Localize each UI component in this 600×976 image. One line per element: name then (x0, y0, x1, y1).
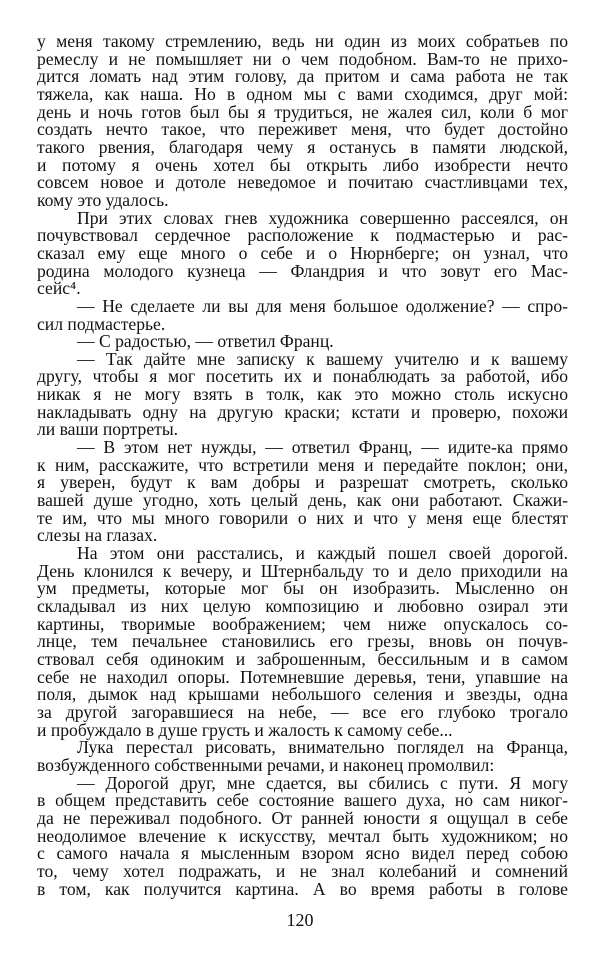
text-line: День клонился к вечеру, и Штернбальду то и дело приходили на (37, 560, 568, 581)
text-line: сил подмастерье. (37, 313, 166, 334)
text-line: почувствовал сердечное расположение к подмастерью и рас- (37, 225, 568, 246)
text-line: себе не находил опоры. Потемневшие деревья, тени, упавшие на (37, 666, 568, 687)
text-line: создать нечто такое, что переживет меня, что будет достойно (37, 119, 568, 140)
text-line: день и ночь готов был бы я трудиться, не жалея сил, коли б мог (37, 101, 568, 122)
text-line: такого рвения, благодаря чему я останусь в памяти людской, (37, 136, 568, 157)
text-line: вашей душе угодно, хоть целый день, как они работают. Скажи- (37, 490, 568, 511)
text-line: кому это удалось. (37, 189, 169, 210)
page-number: 120 (286, 910, 314, 930)
body-text (37, 33, 568, 898)
text-line: и потому я очень хотел бы открыть либо изобрести нечто (37, 154, 568, 175)
text-line: При этих словах гнев художника совершенно рассеялся, он (77, 207, 568, 228)
text-line: — Так дайте мне записку к вашему учителю и к вашему (77, 348, 568, 369)
text-line: Лука перестал рисовать, внимательно поглядел на Франца, (77, 737, 568, 758)
text-line: родина молодого кузнеца — Фландрия и что зовут его Мас- (37, 260, 568, 281)
text-line: тяжела, как наша. Но в одном мы с вами сходимся, друг мой: (37, 83, 568, 104)
text-line: — Не сделаете ли вы для меня большое одолжение? — спро- (77, 295, 568, 316)
text-line: — Дорогой друг, мне сдается, вы сбились с пути. Я могу (77, 772, 568, 793)
text-line: складывал из них целую композицию и любовно озирал эти (37, 596, 568, 616)
text-line: в том, как получится картина. А во время работы в голове (37, 878, 568, 899)
text-line: с самого начала я мысленным взором ясно видел перед собою (37, 843, 568, 864)
text-line: никак я не могу взять в толк, как это можно столь искусно (37, 384, 568, 405)
text-line: дится ломать над этим голову, да притом и сама работа не так (37, 66, 568, 87)
text-line: На этом они расстались, и каждый пошел своей дорогой. (77, 543, 568, 564)
text-line: те им, что мы много говорили о них и что у меня еще блестят (37, 507, 568, 528)
text-line: и пробуждало в душе грусть и жалость к самому себе... (37, 719, 453, 740)
text-line: слезы на глазах. (37, 525, 158, 546)
text-line: я уверен, будут к вам добры и разрешат смотреть, сколько (37, 472, 568, 493)
text-line: сейс⁴. (37, 278, 81, 299)
text-line: другу, чтобы я мог посетить их и понаблюдать за работой, ибо (37, 366, 568, 387)
text-line: ствовал себя одиноким и заброшенным, бессильным и в самом (37, 648, 568, 669)
text-line: ли ваши портреты. (37, 419, 179, 440)
text-line: к ним, расскажите, что встретили меня и передайте поклон; они, (37, 454, 568, 475)
text-line: в общем представить себе состояние вашего духа, но сам никог- (37, 790, 568, 811)
text-line: да не переживал подобного. От ранней юности я ощущал в себе (37, 807, 568, 828)
text-line: картины, творимые воображением; чем ниже опускалось со- (37, 613, 568, 634)
text-line: ремеслу и не помышляет ни о чем подобном. Вам-то не прихо- (37, 48, 568, 69)
text-line: сказал ему еще много о себе и о Нюрнберге; он узнал, что (37, 242, 568, 263)
text-line: за другой загоравшиеся на небе, — все его глубоко трогало (37, 701, 568, 722)
text-line: ум предметы, которые мог бы он изобразить. Мысленно он (37, 578, 568, 599)
text-line: неодолимое влечение к искусству, мечтал быть художником; но (37, 825, 568, 846)
text-line: поля, дымок над крышами небольшого селения и звезды, одна (37, 684, 568, 705)
text-line: совсем новое и дотоле неведомое и почитаю счастливцами тех, (37, 172, 568, 193)
text-line: то, чему хотел подражать, и не знал колебаний и сомнений (37, 860, 568, 881)
text-line: — В этом нет нужды, — ответил Франц, — идите-ка прямо (77, 437, 568, 458)
text-line: лнце, тем печальнее становились его грезы, вновь он почув- (37, 631, 568, 652)
text-line: у меня такому стремлению, ведь ни один из моих собратьев по (37, 31, 568, 51)
text-line: возбужденного собственными речами, и наконец промолвил: (37, 754, 495, 775)
text-line: накладывать одну на другую краски; кстати и проверю, похожи (37, 401, 568, 422)
text-line: — С радостью, — ответил Франц. (77, 331, 334, 352)
